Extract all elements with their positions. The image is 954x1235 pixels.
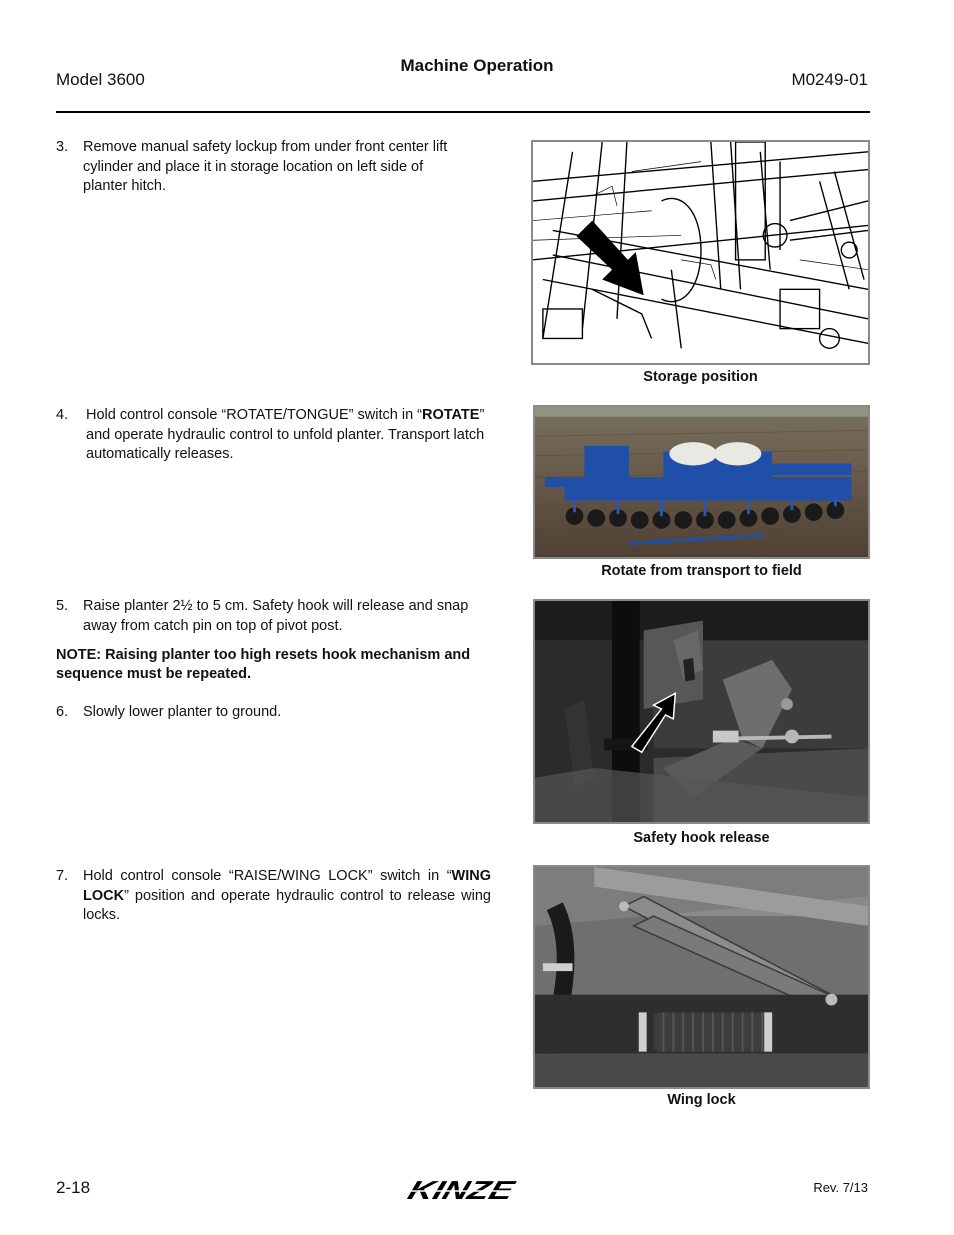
header-rule bbox=[56, 111, 870, 113]
kinze-logo bbox=[404, 1175, 524, 1205]
step-number: 4. bbox=[56, 407, 69, 423]
step-text: Hold control console “ROTATE/TONGUE” switch in “ROTATE” and operate hydraulic control to unfold planter. Transport latch automatically releases. bbox=[86, 407, 485, 462]
step-3 bbox=[56, 138, 466, 197]
step-number: 7. bbox=[56, 868, 69, 884]
step-text: Raise planter 2½ to 5 cm. Safety hook will release and snap away from catch pin on top of pivot post. bbox=[83, 598, 469, 634]
caption-rotate: Rotate from transport to field bbox=[601, 563, 802, 579]
planter-field-photo bbox=[533, 405, 870, 559]
note-text: NOTE: Raising planter too high resets hook mechanism and sequence must be repeated. bbox=[56, 647, 471, 682]
svg-text:KINZE: KINZE bbox=[404, 1175, 492, 1205]
caption-storage: Storage position bbox=[643, 369, 758, 385]
step-6 bbox=[56, 703, 496, 723]
switch-label-wing-lock: WING LOCK bbox=[83, 868, 491, 904]
step-text: Slowly lower planter to ground. bbox=[83, 704, 282, 720]
wing-lock-photo bbox=[533, 865, 870, 1089]
step-number: 6. bbox=[56, 704, 69, 720]
step-number: 3. bbox=[56, 139, 69, 155]
section-title: Machine Operation bbox=[400, 56, 554, 75]
caption-wing: Wing lock bbox=[667, 1092, 736, 1108]
step-7 bbox=[56, 867, 491, 926]
document-number: M0249-01 bbox=[791, 70, 868, 89]
switch-label-rotate: ROTATE bbox=[422, 407, 480, 423]
step-number: 5. bbox=[56, 598, 69, 614]
storage-position-illustration bbox=[531, 140, 870, 365]
revision-label: Rev. 7/13 bbox=[813, 1180, 868, 1195]
page-number: 2-18 bbox=[56, 1178, 91, 1197]
safety-hook-photo bbox=[533, 599, 870, 824]
caption-hook: Safety hook release bbox=[633, 830, 770, 846]
step-4 bbox=[56, 406, 496, 465]
step-5 bbox=[56, 597, 496, 636]
model-label: Model 3600 bbox=[56, 70, 145, 89]
step-text: Remove manual safety lockup from under front center lift cylinder and place it in storage location on left side of planter hitch. bbox=[83, 139, 448, 194]
step-text: Hold control console “RAISE/WING LOCK” switch in “WING LOCK” position and operate hydraulic control to release wing locks. bbox=[83, 868, 491, 923]
